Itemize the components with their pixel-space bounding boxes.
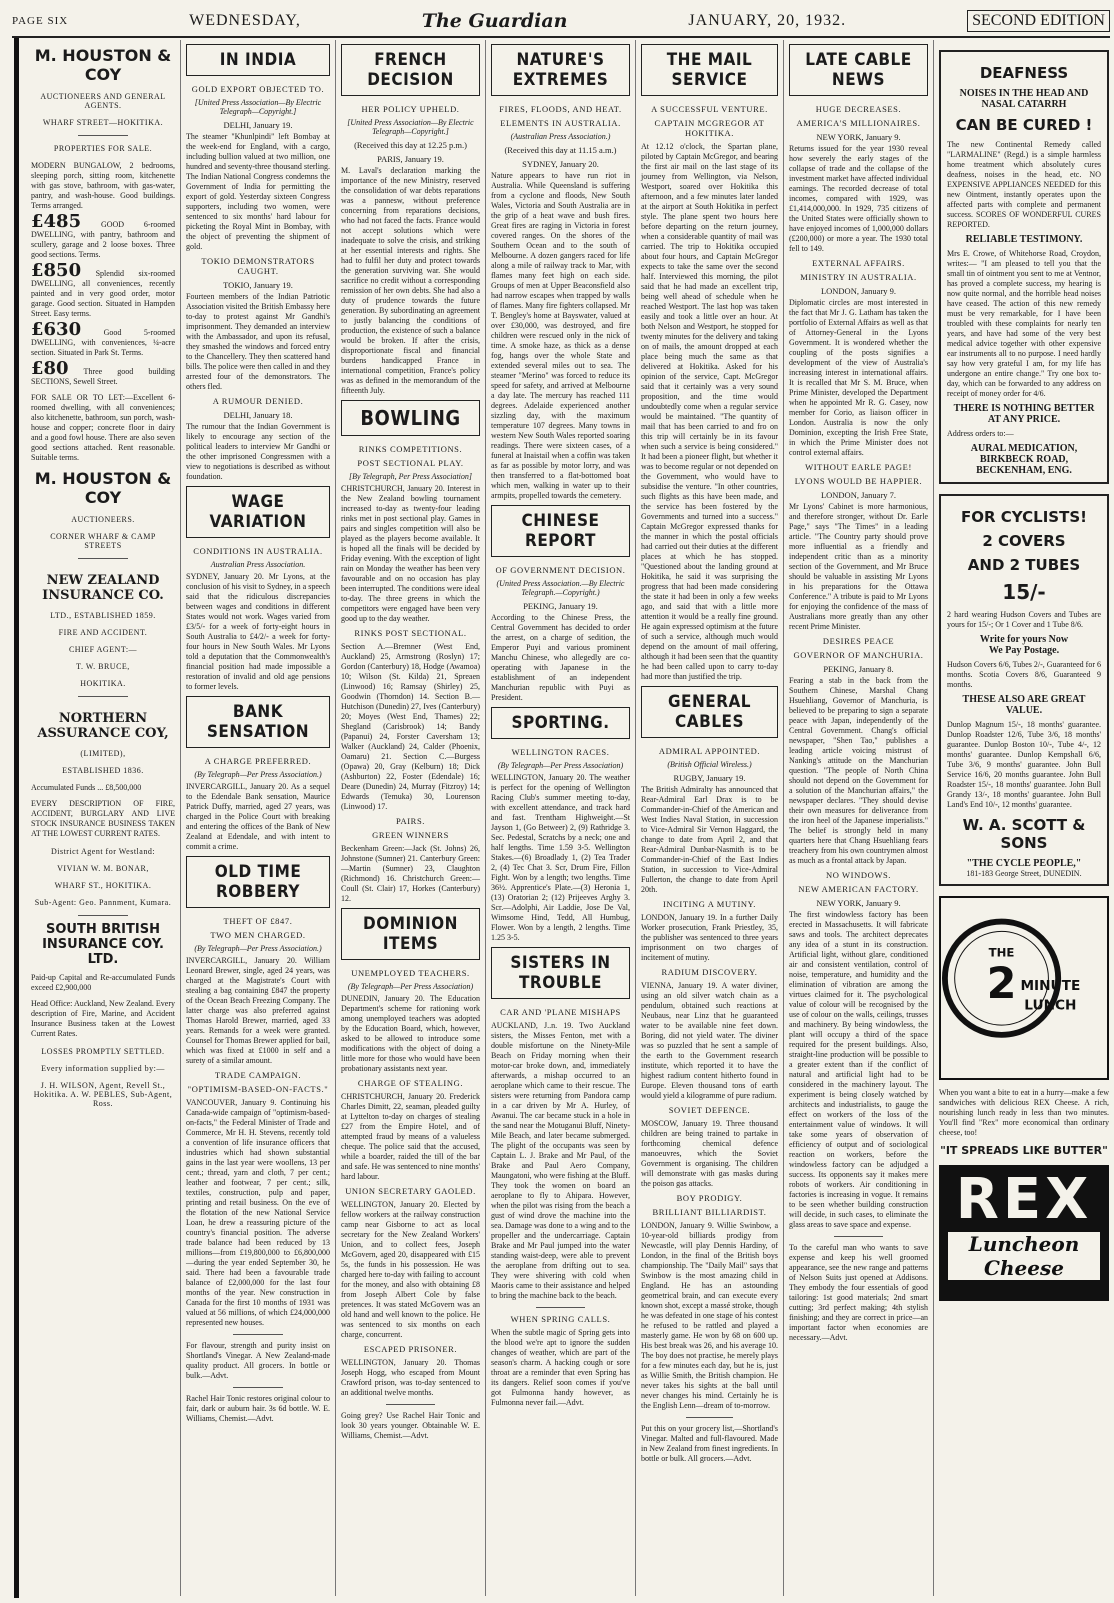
divider [78, 135, 128, 136]
cyclists-desc: 2 hard wearing Hudson Covers and Tubes are yours for 15/-; Or 1 Cover and 1 Tube 8/6. [947, 610, 1101, 629]
headline-dominion-items: DOMINION ITEMS [341, 908, 480, 960]
newspaper-title: The Guardian [421, 10, 568, 32]
ad-80 [31, 358, 175, 387]
column-4 [485, 40, 635, 1596]
article-body: CHRISTCHURCH, January 20. Interest in the New Zealand bowling tournament increased to-day as twenty-four leading rinks met in post sectional play. Games in pairs and singles competition will also be played as the players become available. It is hoped all the finals will be decided by Friday evening. With the exception of light rain on Monday the weather has been very favourable and on no occasion has play been interrupted. The conditions were ideal to-day. The three greens in which the competitors were engaged have been very good up to the day weather. [341, 484, 480, 623]
cyclists-tubes: AND 2 TUBES [967, 556, 1081, 574]
deafness-address-label: Address orders to:— [947, 429, 1014, 438]
south-british-agents: J. H. WILSON, Agent, Revell St., Hokitika. A. W. PEBLES, Sub-Agent, Ross. [33, 1081, 173, 1108]
dateline: DELHI, January 18. [223, 410, 293, 420]
article-body: INVERCARGILL, January 20. As a sequel to the Edendale Bank sensation, Maurice Patrick Duffy, married, aged 27 years, was charged in the Police Court with breaking and entering the offices of the Bank of New Zealand at Edendale, and with intent to commit a crime. [186, 782, 330, 851]
article-body: INVERCARGILL, January 20. William Leonard Brewer, single, aged 24 years, was charged at the Magistrate's Court with stealing a bag containing £847 the property of the Ocean Beach Freezing Company. The latter charge was also preferred against Thomas Harold Brewer, married, aged 33 years. Remands for a week were granted. Counsel for Thomas Brewer applied for bail, which was fixed at £1000 in self and a surety of a similar amount. [186, 956, 330, 1065]
subhead: BOY PRODIGY. [676, 1193, 743, 1203]
rex-tagline: Luncheon Cheese [948, 1232, 1100, 1280]
article-body: Mr Lyons' Cabinet is more harmonious, and therefore stronger, without Dr. Earle Page," says "The Times" in a leading article. "The Country party should prove more influential as a friendly and independent critic than as a minority section of the Government, and Mr Bruce should be valuable in assisting Mr Lyons in his preparations for the Ottawa Conference." A tribute is paid to Mr Lyons for enjoying the confidence of the mass of Australians more greatly than any other recent Prime Minister. [789, 502, 928, 631]
subhead: CAR AND 'PLANE MISHAPS [500, 1007, 621, 1017]
firm-houston-1: M. HOUSTON & COY [34, 46, 172, 84]
sub-agent: Sub-Agent: Geo. Pannment, Kumara. [34, 898, 172, 907]
south-british-office: Head Office: Auckland, New Zealand. Every description of Fire, Marine, and Accident Insurance Business taken at the Lowest Current Rates. [31, 999, 176, 1038]
article-body: LONDON, January 9. Willie Swinbow, a 10-year-old billiards prodigy from Newcastle, will play Dennis Hardiny, of London, in the final of the British boys championship. The "Daily Mail" says that Swinbow is the most amazing child in England. He has an astounding geometrical brain, and can execute every known shot, except a massé stroke, though he was defeated in one stage of his contest he refused to be rattled and played a masterly game. He won by 68 on 600 up. His best break was 26, and his average 10. The boy does not practise, he merely plays for a few minutes each day, but he is, just as Willie Smith, the British champion. He never takes his sights at the ball until never changes his mind. Certainly he is the English Lenn—dream of to-morrow. [641, 1221, 778, 1410]
subhead: UNION SECRETARY GAOLED. [345, 1186, 476, 1196]
dateline: LONDON, January 7. [820, 490, 897, 500]
ad-630-text: Good 5-roomed DWELLING, with conveniences, ¼-acre section. Situated in Park St. Terms. [31, 328, 175, 357]
subhead: TOKIO DEMONSTRATORS CAUGHT. [201, 256, 315, 276]
ad-to-let: FOR SALE OR TO LET:—Excellent 6-roomed dwelling, with all conveniences; also kitchenette, bathroom, sun porch, wash-house and copper; concrete floor in dairy and a good fowl house. There are also seven good sections attached. Rent reasonable. Suitable terms. [31, 393, 175, 462]
chief-agent-label: CHIEF AGENT:— [68, 645, 138, 654]
ad-630 [31, 319, 175, 358]
northern-assurance-title: NORTHERN ASSURANCE COY, [37, 711, 169, 741]
article-body: M. Laval's declaration marking the importance of the new Ministry, reserved the consolidation of war debts reparations was a pannesw, without preference concerning from reparations decisions, who had not faced the facts. France would not accept solutions which were inadequate to solve the crisis, and striking at her essential interests and rights. She had to fulfil her duty and protect towards the generation surviving war. She would sacrifice no credit without a corresponding remission of her own debts. She had also a duty of prudence towards the future generation. By subordinating an agreement to justly balancing the conditions of production, the existence of such a balance would be broken. If after the crisis, disproportionate fiscal and financial burdens handicapped France in international competition, France's policy was as defined in the memorandum of the fifteenth July. [341, 166, 480, 395]
article-body: WELLINGTON, January 20. The weather is perfect for the opening of Wellington Racing Club's summer meeting to-day, with excellent attendance, and track hard and fast. Trentham Highweight.—St Jayson 1, (Go Betweer) 2, (9) Rathridge 3. Sec. Pedestal, Scratchs by a neck; one and half lengths. Time 1.59 3-5. Wellington Stakes.—(6) Broadlady 1, (2) Tea Trader 2, (4) Tec Chat 3. Scr, Drum Fire, Fillon Fight. Won by a length; two lengths. Time 36½. Apprentice's Plate.—(3) Heronia 1, (13) Oratorian 2; (12) Prijeeves Arghy 3. Scr.—Adolphi, Air Laddie, Jose De Val, Wimsome Hind, Tedd, All Humbug, Flower. Won by a length, 2 lengths. Time 1.25 3-5. [491, 773, 630, 942]
lunch-the: THE [988, 945, 1015, 960]
dateline: LONDON, January 9. [820, 286, 897, 296]
funds-label: Accumulated Funds [31, 783, 96, 792]
subhead: TRADE CAMPAIGN. [214, 1070, 302, 1080]
subhead: WELLINGTON RACES. [511, 747, 610, 757]
subhead: LYONS WOULD BE HAPPIER. [794, 476, 923, 486]
masthead-date: JANUARY, 20, 1932. [688, 12, 847, 29]
subhead: HER POLICY UPHELD. [361, 104, 460, 114]
headline-in-india: IN INDIA [186, 44, 330, 76]
lunch-two: 2 [986, 958, 1017, 1009]
subhead: WITHOUT EARLE PAGE! [805, 462, 912, 472]
article-body: Section A.—Bremner (West End, Auckland) 25, Armstrong (Roslyn) 17; Gordon (Canterbury) 18, Hodge (Awamoa) 10; Wilson (St. Kilda) 21, Spreaen (Linwood) 16; Ramsay (Shirley) 25, Goodwin (Thorndon) 14. Section B.—Hutchison (Dunedin) 27, Ives (Canterbury) 20; Moyes (West End, Thames) 22; Shegland (Carisbrook) 14; Bandy (Papanui) 24, Forster Caversham 13; Walker (Auckland) 24, Calder (Phoenix, Oamaru) 21. Section C.—Burgess (Opawa) 20, Gray (Kelburn) 18; Dick (Ashburton) 22, Foster (Edendale) 16; Deare (Dunedin) 24, Murray (Fitzroy) 14; Edwards (Temuka) 30, Lourenson (Linwood) 17. [341, 642, 480, 811]
article-body: DUNEDIN, January 20. The Education Department's scheme for rationing work among unemployed teachers was adopted by the Education Board, which, however, asked to be allowed to introduce some modifications with the object of doing a little more for those who would have been probationary assistants next year. [341, 994, 480, 1073]
information-supplied: Every information supplied by:— [41, 1064, 165, 1073]
article-body: WELLINGTON, January 20. Thomas Joseph Hogg, who escaped from Mount Crawford prison, was to-day sentenced to an additional twelve months. [341, 1358, 480, 1397]
nz-insurance-sub: LTD., ESTABLISHED 1859. [50, 611, 156, 620]
subhead: AMERICA'S MILLIONAIRES. [796, 118, 921, 128]
subhead: FIRES, FLOODS, AND HEAT. [499, 104, 622, 114]
northern-assurance-desc: EVERY DESCRIPTION OF FIRE, ACCIDENT, BURGLARY AND LIVE STOCK INSURANCE BUSINESS TAKEN AT THE LOWEST CURRENT RATES. [31, 799, 175, 838]
page-edge-bar [14, 38, 19, 1598]
advertisement-note: Rachel Hair Tonic restores original colour to fair, dark or auburn hair. 3s 6d bottle. W. E. Williams, Chemist.—Advt. [186, 1394, 330, 1423]
cyclists-price: 15/- [1002, 580, 1046, 604]
credit: (By Telegraph—Per Press Association) [497, 761, 624, 770]
ad-485-text: GOOD 6-roomed DWELLING, with pantry, bathroom and scullery, garage and 2 loose boxes. Three good sections. Terms. [31, 220, 175, 259]
dateline: RUGBY, January 19. [673, 773, 746, 783]
properties-heading: PROPERTIES FOR SALE. [53, 144, 153, 153]
dateline: SYDNEY, January 20. [522, 159, 599, 169]
headline-sporting: SPORTING. [491, 707, 630, 739]
divider [78, 558, 128, 559]
advertisement-note: Put this on your grocery list,—Shortland's Vinegar. Malted and full-flavoured. Made in New Zealand from finest ingredients. In bottle or bulk. All grocers.—Advt. [641, 1424, 778, 1463]
district-agent-name: VIVIAN W. M. BONAR, [57, 864, 149, 873]
advertisement-note: Going grey? Use Rachel Hair Tonic and look 30 years younger. Obtainable W. E. Williams, Chemist.—Advt. [341, 1411, 480, 1440]
deafness-ad [939, 50, 1109, 484]
article-body: CHRISTCHURCH, January 20. Frederick Charles Dimitt, 22, seaman, pleaded guilty at Lyttelton to-day on charges of stealing £27 from the Empire Hotel, and of attempted fraud by means of a valueless cheque. The police said that the accused, while a boarder, raided the till of the bar and safe. He was sentenced to nine months' hard labour. [341, 1092, 480, 1181]
cyclists-values: THESE ALSO ARE GREAT VALUE. [962, 694, 1086, 716]
divider [78, 915, 128, 916]
subhead: OF GOVERNMENT DECISION. [495, 565, 626, 575]
lunch-minute: MINUTE [1020, 977, 1081, 994]
credit: (British Official Wireless.) [667, 760, 752, 769]
article-body: VANCOUVER, January 9. Continuing his Canada-wide campaign of "optimism-based-on-facts," the Federal Minister of Trade and Commerce, Mr H. H. Stevens, recently told a convention of life insurance officers that industries which had shown substantial gains in the last year were woollens, 13 per cent.; thread, yarn and cloth, 7 per cent.; leather and footwear, 7 per cent.; silk, textiles, construction, pulp and paper, printing and retail business. On the eve of the flotation of the new National Service Loan, he drew a reassuring picture of the country's financial position. The adverse trade balance had been reduced by 13 millions—from £19,800,000 to £6,800,000—during the year ended September 30, he said. There had been a favourable trade balance of £2,000,000 for the last four months of the year. New construction in Canada for the first 10 months of 1931 was valued at 56 millions, of which £24,000,000 represented new houses. [186, 1098, 330, 1327]
cyclists-list-1: Hudson Covers 6/6, Tubes 2/-, Guaranteed for 6 months. Scotia Covers 8/6, Guaranteed 9 months. [947, 660, 1101, 689]
deafness-address: AURAL MEDICATION, BIRKBECK ROAD, BECKENHAM, ENG. [970, 443, 1078, 476]
dateline: TOKIO, January 19. [223, 280, 293, 290]
subhead: CHARGE OF STEALING. [357, 1078, 464, 1088]
credit: (By Telegraph—Per Press Association.) [194, 944, 322, 953]
article-body: LONDON, January 19. In a further Daily Worker prosecution, Frank Priestley, 35, the publisher was sentenced to three years imprisonment on two charges of incitement of mutiny. [641, 913, 778, 962]
advertisement-note: To the careful man who wants to save expense and keep his well groomed appearance, see the new range and patterns of Nelson Suits just opened at Addisons. They embody the four essentials of good tailoring: 1st good materials; 2nd smart cutting; 3rd perfect making; 4th stylish finishing; and they are correct in price—an important factor when economies are necessary.—Advt. [789, 1243, 928, 1342]
article-body: The first windowless factory has been erected in Massachusetts. It will fabricate saws and tools. The architect deprecates any idea of a stunt in its construction. Artificial light, without glare, conditioned air and consistent ventilation, control of noise, temperature, and humidity and the elimination of vibration are among the virtues claimed for it. The psychological value of colour will be recognised by the use of colour on the walls, ceilings, trusses and machinery. By being windowless, the plant will occupy a third of the space required for the present buildings. Also, straight-line production will be possible to a greater extent than if the conflict of natural and artificial light had to be considered in the machinery layout. The experiment is being closely watched by architects and industrialists, to gauge the effect on workers of the loss of the entertainment value of windows. It will take some years of observation of efficiency of output and of sociological reaction on workers, before the windowless factory can be adjudged a success. Its opponents say it makes mere robots of workers. Air conditioning in factories is increasing in vogue. It remains to be seen whether building construction will decide, in such cases, to eliminate the glass areas to save space and expense. [789, 910, 928, 1229]
firm-houston-2: M. HOUSTON & COY [34, 469, 172, 507]
ad-80-text: Three good building SECTIONS, Sewell Street. [31, 367, 175, 386]
scott-sons-sub: "THE CYCLE PEOPLE," [966, 858, 1082, 869]
dateline: NEW YORK, January 9. [816, 132, 901, 142]
column-7-advertisements [933, 40, 1114, 1596]
subhead: A CHARGE PREFERRED. [204, 756, 312, 766]
price-850: £850 [31, 260, 82, 281]
subhead: THEFT OF £847. [223, 916, 293, 926]
subhead: WHEN SPRING CALLS. [510, 1314, 611, 1324]
page-number: PAGE SIX [12, 15, 69, 27]
cyclists-title: FOR CYCLISTS! [961, 508, 1087, 526]
nz-insurance-title: NEW ZEALAND INSURANCE CO. [42, 573, 164, 603]
divider [686, 1417, 734, 1418]
subhead: ADMIRAL APPOINTED. [658, 746, 761, 756]
subhead: EXTERNAL AFFAIRS. [812, 258, 905, 268]
subhead: MINISTRY IN AUSTRALIA. [800, 272, 917, 282]
edition-label: SECOND EDITION [967, 10, 1110, 32]
rex-cheese-ad [939, 1165, 1109, 1301]
deafness-cure: CAN BE CURED ! [955, 116, 1093, 134]
divider [386, 1404, 435, 1405]
article-body: The British Admiralty has announced that Rear-Admiral Earl Drax is to be Commander-in-Chief of the American and West Indies Naval Station, in succession to Vice-Admiral Sir Vernon Haggard, the change to date from April 2, and that Rear-Admiral Dunbar-Nasmith is to be Commander-in-Chief of the East Indies Station, in succession to Vice-Admiral Fullerton, the change to date from April 20th. [641, 785, 778, 894]
deafness-body: The new Continental Remedy called "LARMALINE" (Regd.) is a simple harmless home treatment which absolutely cures deafness, noises in the head, etc. NO EXPENSIVE APPLIANCES NEEDED for this new Ointment, instantly operates upon the affected parts with complete and permanent success. SCORES OF WONDERFUL CURES REPORTED. [947, 140, 1101, 229]
dateline: DELHI, January 19. [223, 120, 293, 130]
headline-wage-variation: WAGE VARIATION [186, 486, 330, 538]
headline-sisters-in-trouble: SISTERS IN TROUBLE [491, 947, 630, 999]
article-body: At 12.12 o'clock, the Spartan plane, piloted by Captain McGregor, and bearing the first air mail on the last stage of its journey from Wellington, via Nelson, Westport, soared over Hokitika this afternoon, and a few minutes later landed at the airport at South Hokitika in perfect style. The plane spent two hours here before departing on the return journey, when a considerable quantity of mail was carried. The trip to Hokitika occupied about four hours, and Captain McGregor expects to take the same over the second half. Interviewed this morning, the pilot said that he had made an excellent trip, being well ahead of schedule when he reached Westport. The last hop was taken easily and took a little over an hour. At both Nelson and Westport, he stopped for twenty minutes for the delivery and taking on of mails, the amount dropped at each place being much the same as that delivered at Hokitika. Asked for his opinion of the service, Capt. McGregor said that it certainly was a very sound proposition, and the time would undoubtedly come when a regular service would be maintained. "The quantity of mail that has been carried to and fro on this trip will certainly be in its favour when such a service is being considered." It had been a pioneer flight, but whether it was to become regular or not depended on the Government, who would have to subsidise the venture. "In other countries, such flights as this have been made, and the service has been fostered by the Governments and turned into a success." Captain McGregor expressed thanks for the manner in which the postal officials had carried out their duties at the different places at which he has stopped. "Questioned about the landing ground at Hokitika, he said it was surprising the progress that had been made considering the state it had been in only a few weeks ago, and said that with a little more attention it would be a really fine ground. He again expressed optimism at the future of such a service, although much would depend on the amount of mail offering, although it had been seen that the quantity he had been called upon to carry to-day had more than justified the trip. [641, 142, 778, 681]
advertisement-note: For flavour, strength and purity insist on Shortland's Vinegar. A New Zealand-made quality product. All grocers. In bottle or bulk.—Advt. [186, 1341, 330, 1380]
divider [233, 1334, 283, 1335]
clock-icon [941, 898, 1107, 1078]
headline-general-cables: GENERAL CABLES [641, 686, 778, 738]
cyclists-postage: We Pay Postage. [988, 645, 1060, 656]
rex-logo: REX [955, 1167, 1093, 1232]
article-body: Fourteen members of the Indian Patriotic Association visited the British Embassy here to-day to protest against Mr Gandhi's imprisonment. They demanded an interview with the Ambassador, and upon its refusal, they smashed the windows and forced entry to the Chancellery. They then scattered hand bills. The police were then called in and they arrested four of the demonstrators. The others fled. [186, 292, 330, 391]
ad-850 [31, 260, 175, 319]
article-body: Returns issued for the year 1930 reveal how severely the early stages of the collapse of trade and the collapse of the investment market have affected individual earnings. The recorded decrease of total incomes, compared with 1929, was £1,414,000,000. In 1929, 735 citizens of the United States were officially shown to have enjoyed incomes of 1,000,000 dollars (£200,000) or more a year. The 1930 total fell to 149. [789, 144, 928, 253]
article-body: Nature appears to have run riot in Australia. While Queensland is suffering from a cyclone and floods, New South Wales, Victoria and South Australia are in the grip of a heat wave and bush fires. Great fires are raging in Victoria in forest covered ranges. On the shores of the Southern Ocean and to the south of Melbourne. A dozen gangers raced for life along a mile of railway track to Mar, with flames many feet high on each side. Groups of men at Upper Beaconsfield also had narrow escapes when trapped by walls of flames. Many fire fighters collapsed. Mr T. Bengley's home at Bayswater, valued at over £30,000, was destroyed, and fire children were rescued only in the nick of time. A smoke haze, as thick as a dense fog, hangs over the whole State and extended several miles out to sea. The steamer "Merino" was forced to reduce its speed for safety, and arrived at Melbourne a day late. The mercury has reached 111 degrees. Adelaide experienced another sizzling day, with the maximum temperature 107 degrees. Many towns in western New South Wales reported soaring readings. There were sixteen cases, of a funeral at Inaistail when a coffin was taken as far as possible by motor lorry, and was then transferred to a flat-bottomed boat which men, walking in water up to their armpits, propelled towards the cemetery. [491, 171, 630, 500]
credit: [United Press Association—By Electric Telegraph—Copyright.] [347, 118, 474, 136]
received-time: (Received this day at 11.15 a.m.) [504, 145, 617, 155]
headline-mail-service: THE MAIL SERVICE [641, 44, 778, 96]
article-body: According to the Chinese Press, the Central Government has decided to order the arrest, on a charge of sedition, the Emperor Puyi and various prominent Manchu Chinese, who allegedly are co-operating with Japanese in the establishment of an independent Manchurian republic with Puyi as President. [491, 613, 630, 702]
south-british-capital: Paid-up Capital and Re-accumulated Funds exceed £2,900,000 [31, 973, 175, 992]
deafness-quote: Mrs E. Crowe, of Whitehorse Road, Croydon, writes:— "I am pleased to tell you that the small tin of ointment you sent to me at Ventnor, has proved a complete success, my hearing is now quite normal, and the horrible head noises have ceased. The action of this new remedy must be very remarkable, for I have been troubled with these complaints for nearly ten years, and have had some of the very best medical advice together with other expensive ear instruments all to no purpose. I need hardly say how very grateful I am, for my life has undergone an entire change." Try one box to-day, which can be forwarded to any address on receipt of money order for 4/6. [947, 249, 1101, 398]
credit: (Australian Press Association.) [510, 132, 611, 141]
column-6 [783, 40, 933, 1596]
article-body: The rumour that the Indian Government is likely to encourage any section of the political leaders to interview Mr Gandhi or the other imprisoned Congressmen with a view to negotiations is described as without foundation. [186, 422, 330, 481]
deafness-sub: NOISES IN THE HEAD AND NASAL CATARRH [959, 88, 1089, 110]
article-body: The steamer "Khunlpindi" left Bombay at the week-end for England, with a cargo, including bullion valued at two million, one hundred and seventy-three thousand sterling. The Indian National Congress condemns the Government of India for permitting the export of gold. Yesterday sixteen Congress supporters, including two women, were sentenced to six months' hard labour for picketing the Royal Mint in Bombay, with the object of preventing the shipment of gold. [186, 132, 330, 251]
headline-bank-sensation: BANK SENSATION [186, 696, 330, 748]
subhead: TWO MEN CHARGED. [210, 930, 306, 940]
dateline: PARIS, January 19. [377, 154, 444, 164]
subhead: BRILLIANT BILLIARDIST. [652, 1207, 767, 1217]
subhead: ELEMENTS IN AUSTRALIA. [500, 118, 621, 128]
scott-sons-addr: 181-183 George Street, DUNEDIN. [966, 869, 1082, 878]
ad-485 [31, 211, 175, 260]
cyclists-covers: 2 COVERS [982, 532, 1066, 550]
price-80: £80 [31, 358, 69, 379]
headline-natures-extremes: NATURE'S EXTREMES [491, 44, 630, 96]
deafness-nothing-better: THERE IS NOTHING BETTER AT ANY PRICE. [953, 403, 1095, 425]
chief-agent-name: T. W. BRUCE, [76, 662, 130, 671]
credit: (By Telegraph—Per Press Association) [347, 982, 474, 991]
subhead: GREEN WINNERS [372, 830, 449, 840]
subhead: RADIUM DISCOVERY. [661, 967, 758, 977]
credit: (By Telegraph—Per Press Association.) [194, 770, 322, 779]
firm-houston-1-addr: WHARF STREET—HOKITIKA. [42, 118, 164, 127]
deafness-testimony: RELIABLE TESTIMONY. [965, 234, 1083, 245]
credit: [United Press Association—By Electric Telegraph—Copyright.] [194, 98, 322, 116]
two-minute-lunch-ad [939, 896, 1109, 1080]
headline-chinese-report: CHINESE REPORT [491, 505, 630, 557]
chief-agent-town: HOKITIKA. [80, 679, 126, 688]
received-time: (Received this day at 12.25 p.m.) [354, 140, 467, 150]
cyclists-ad [939, 494, 1109, 886]
divider [536, 1307, 585, 1308]
subhead: RINKS POST SECTIONAL. [354, 628, 467, 638]
subhead: POST SECTIONAL PLAY. [357, 458, 464, 468]
subhead: DESIRES PEACE [822, 636, 895, 646]
article-body: VIENNA, January 19. A water diviner, using an old silver watch chain as a pendulum, obtained such reactions at Neubaus, near Linz that he guaranteed water to be available nine feet down. Boring, did not yield water. The diviner was so puzzled that he sent a sample of the earth to the Government research institute, which reported it to have the highest radium content hitherto found in Europe. Eleven thousand tons of earth would yield a kilogramme of pure radium. [641, 981, 778, 1100]
article-body: WELLINGTON, January 20. Elected by fellow workers at the railway construction camp near Gisborne to act as local secretary for the New Zealand Workers' Union, and to collect fees, Joseph McGovern, aged 20, disappeared with £15 5s, the funds in his possession. He was charged here to-day with failing to account for the money, and also with obtaining £8 from Joseph Albert Cole by false pretences. It was stated McGovern was an old hand and well known to the police. He was sentenced to six months on each charge, concurrent. [341, 1200, 480, 1339]
ad-850-text: Splendid six-roomed DWELLING, all conveniences, recently painted and in very good order, motor garage. Good section. Situated in Hampden Street. Easy terms. [31, 269, 175, 318]
cyclists-write: Write for yours Now [979, 634, 1069, 645]
article-body: Diplomatic circles are most interested in the fact that Mr J. G. Latham has taken the portfolio of External Affairs as well as that of Attorney-General in the Lyons Government. It is wondered whether the coupling of the posts signifies a development of the view of Australia's increasing interest in international affairs. It is recalled that Mr S. M. Bruce, when Prime Minister, developed the Department when he appointed Mr R. G. Casey, now member for Corio, as liaison officer in London. Australia is now the only Dominion, excepting the Irish Free State, in which the Prime Minister does not control external affairs. [789, 298, 928, 457]
subhead: ESCAPED PRISONER. [363, 1344, 458, 1354]
lunch-spreads: "IT SPREADS LIKE BUTTER" [940, 1144, 1108, 1157]
credit: Australian Press Association. [210, 560, 306, 569]
headline-old-time-robbery: OLD TIME ROBBERY [186, 856, 330, 908]
column-2 [180, 40, 335, 1596]
firm-houston-2-sub: AUCTIONEERS. [71, 515, 135, 524]
losses-settled: LOSSES PROMPTLY SETTLED. [41, 1047, 165, 1056]
headline-late-cable-news: LATE CABLE NEWS [789, 44, 928, 96]
subhead: UNEMPLOYED TEACHERS. [351, 968, 470, 978]
scott-sons: W. A. SCOTT & SONS [962, 816, 1086, 852]
subhead: HUGE DECREASES. [815, 104, 902, 114]
subhead: "OPTIMISM-BASED-ON-FACTS." [187, 1084, 329, 1094]
credit: (United Press Association.—By Electric Telegraph.—Copyright.) [496, 579, 625, 597]
column-1-advertisements [26, 40, 180, 1596]
lunch-lunch: LUNCH [1024, 997, 1077, 1014]
south-british-title: SOUTH BRITISH INSURANCE COY. LTD. [42, 922, 164, 967]
article-body: MOSCOW, January 19. Three thousand children are being trained to partake in forthcoming chemical defence manoeuvres, which the Soviet Government is organising. The children will demonstrate with gas masks during the poison gas attacks. [641, 1119, 778, 1188]
advertisement-note: When the subtle magic of Spring gets into the blood we're apt to ignore the sudden changes of weather, which are part of the season's charm. A hacking cough or sore throat are a reminder that even Spring has its dangers. Relief soon comes if you've got Fulmonna handy however, as Fulmonna never fail.—Advt. [491, 1328, 630, 1407]
column-5 [635, 40, 783, 1596]
subhead: NO WINDOWS. [826, 870, 891, 880]
dateline: NEW YORK, January 9. [816, 898, 901, 908]
article-body: Beckenham Green:—Jack (St. Johns) 26, Johnstone (Sumner) 21. Canterbury Green:—Martin (Sumner) 23, Claughton (Richmond) 16. Christchurch Green:—Coull (St. Clair) 17, Horkes (Canterbury) 12. [341, 844, 480, 903]
article-body: AUCKLAND, J..n. 19. Two Auckland sisters, the Misses Fenton, met with a double misfortune on the Ninety-Mile Beach on Friday morning when their motor-car broke down, and, immediately afterwards, a mishap occurred to an aeroplane which came to their rescue. The sisters were returning from Pandora camp in a car driven by Mr A. Hurley, of Awanui. The car became stuck in a hole in the sand near the Motuganui Bluff, Ninety-Mile Beach, and later became submerged. The plight of the occupants was seen by Captain L. J. Brake and Mr Paul, of the Brake and Paul Aero Company, Maungatoni, who were fishing at the Bluff. They took the women on board an aeroplane to fly to Ahipara. However, when the pilot was rising from the beach a gust of wind drove the machine into the sea. Damage was done to a wing and to the propeller and the undercarriage. Captain Brake and Mr Paul jumped into the water standing waist-deep, were able to prevent the aeroplane from drifting out to sea. They were shivering with cold when Maoris came to their assistance and helped to bring the machine back to the beach. [491, 1021, 630, 1300]
nz-insurance-fire: FIRE AND ACCIDENT. [58, 628, 148, 637]
divider [78, 696, 128, 697]
funds-value: £8,500,000 [105, 783, 142, 792]
column-3 [335, 40, 485, 1596]
masthead-day: WEDNESDAY, [189, 12, 301, 29]
subhead: CAPTAIN MCGREGOR AT HOKITIKA. [654, 118, 765, 138]
subhead: PAIRS. [395, 816, 426, 826]
subhead: INCITING A MUTINY. [662, 899, 757, 909]
article-body: Fearing a stab in the back from the Southern Chinese, Marshal Chang Hsuehliang, Governor of Manchuria, is believed to be preparing to sign a separate peace with Japan, independently of the Central Government. Chang's official newspaper, "Shen Tao," publishes a leading article voicing mistrust of Nanking's attitude on the Manchurian question. "The people of North China should not depend on the Government for a solution of the Manchurian affairs," the newspaper declares. "They should devise their own measures for deliverance from the iron heel of the Japanese imperialists." The belief is strongly held in many quarters here that Chang Hsuehliang fears treachery from his own countrymen almost as much as a frontal attack by Japan. [789, 676, 928, 865]
price-485: £485 [31, 211, 82, 232]
masthead [12, 6, 1110, 38]
subhead: A RUMOUR DENIED. [212, 396, 304, 406]
district-agent-addr: WHARF ST., HOKITIKA. [54, 881, 152, 890]
ad-bungalow: MODERN BUNGALOW, 2 bedrooms, sleeping porch, sitting room, kitchenette with gas stove, bathroom, with gas-water, pantry, and wash-house. Good buildings. Terms arranged. [31, 161, 175, 210]
firm-houston-2-addr: CORNER WHARF & CAMP STREETS [50, 532, 156, 550]
subhead: GOVERNOR OF MANCHURIA. [793, 650, 924, 660]
divider [233, 1387, 283, 1388]
lunch-body: When you want a bite to eat in a hurry—make a few sandwiches with delicious REX Cheese. A rich, nourishing lunch ready in less than two minutes. You'll find "Rex" more economical than ordinary cheese, too! [939, 1088, 1109, 1137]
dateline: PEKING, January 19. [523, 601, 598, 611]
headline-french-decision: FRENCH DECISION [341, 44, 480, 96]
subhead: GOLD EXPORT OBJECTED TO. [191, 84, 325, 94]
northern-assurance-est: ESTABLISHED 1836. [62, 766, 144, 775]
firm-houston-1-sub: AUCTIONEERS AND GENERAL AGENTS. [40, 92, 166, 110]
cyclists-list-2: Dunlop Magnum 15/-, 18 months' guarantee. Dunlop Roadster 12/6, Tube 3/6, 18 months' guarantee. Dunlop Boston 10/-, Tube 4/-, 12 months' guarantee. Dunlop Kempshall 6/6, Tube 3/6, 9 months' guarantee. John Bull Service 16/6, 20 months guarantee. John Bull Roadster 15/-, 18 months' guarantee. John Bull Grandy 13/-, 18 months' guarantee. John Bull Land's End 10/-, 12 months' guarantee. [947, 720, 1101, 809]
subhead: NEW AMERICAN FACTORY. [798, 884, 919, 894]
northern-assurance-funds: Accumulated Funds ... £8,500,000 [31, 783, 142, 792]
subhead: RINKS COMPETITIONS. [358, 444, 463, 454]
dateline: PEKING, January 8. [823, 664, 894, 674]
deafness-title: DEAFNESS [979, 64, 1069, 82]
subhead: CONDITIONS IN AUSTRALIA. [193, 546, 323, 556]
subhead: SOVIET DEFENCE. [668, 1105, 751, 1115]
subhead: A SUCCESSFUL VENTURE. [651, 104, 768, 114]
northern-assurance-sub: (LIMITED), [80, 749, 126, 758]
headline-bowling: BOWLING [341, 400, 480, 436]
article-body: SYDNEY, January 20. Mr Lyons, at the conclusion of his visit to Sydney, in a speech said that the ridiculous discrepancies between wages and conditions in different States would not work. Wages varied from £3/5/- for a week of forty-eight hours in South Australia to £4/2/- a week for forty-four hours in New South Wales. Mr Lyons told a deputation that the Commonwealth's financial position had made impossible a restoration of invalid and old age pensions to former levels. [186, 572, 330, 691]
divider [834, 1236, 883, 1237]
credit: [By Telegraph, Per Press Association] [348, 472, 473, 481]
price-630: £630 [31, 319, 82, 340]
district-agent-label: District Agent for Westland: [50, 847, 156, 856]
